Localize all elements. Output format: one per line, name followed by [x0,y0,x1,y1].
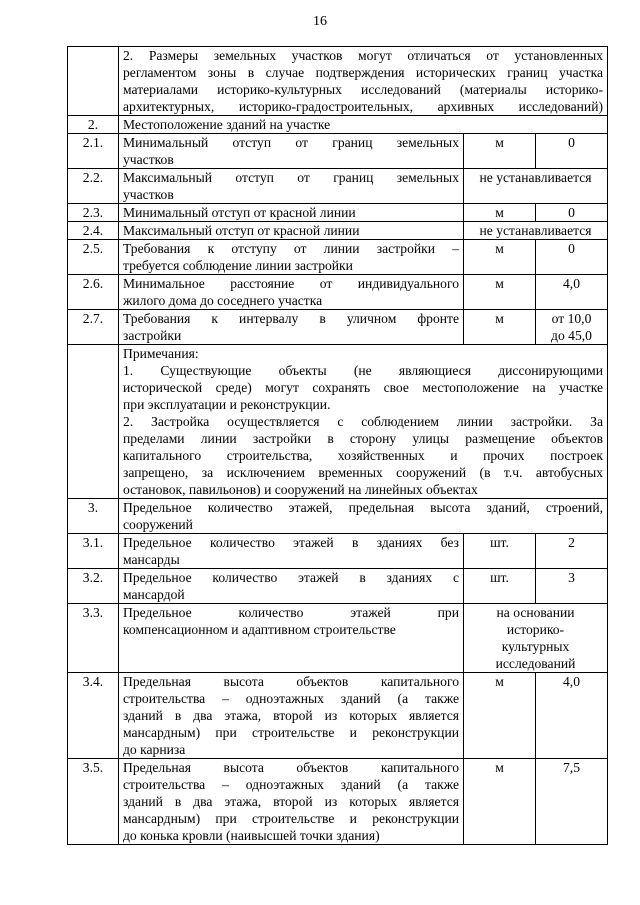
description-line: зданий в два этажа, второй из которых является [123,794,459,809]
section-title-line: Предельное количество этажей, предельная высота зданий, строений, [123,500,604,515]
table-row [68,534,608,569]
description-line: Предельная высота объектов капитального [123,674,459,689]
row-value: не устанавливается [464,222,608,240]
row-description [119,604,464,673]
row-value: 2 [536,534,608,569]
row-description: Минимальный отступ от красной линии [119,204,464,222]
table-row [68,169,608,204]
row-description [119,759,464,845]
table-row [68,673,608,759]
row-value: 0 [536,240,608,275]
description-line: мансардой [123,587,185,602]
description-line: застройки [123,328,182,343]
table-row [68,604,608,673]
row-unit: м [464,310,536,345]
description-line: участков [123,152,174,167]
row-description [119,534,464,569]
table-row [68,569,608,604]
row-number-cell [68,47,119,116]
description-line: до конька кровли (наивысшей точки здания) [123,828,380,843]
row-value: 4,0 [536,275,608,310]
notes-cell [119,345,608,499]
note-cell [119,47,608,116]
note-line: запрещено, за исключением временных сооружений (в т.ч. автобусных [123,465,604,480]
section-title: Местоположение зданий на участке [119,116,608,134]
description-line: Предельная высота объектов капитального [123,760,459,775]
row-value: 0 [536,134,608,169]
row-value: 0 [536,204,608,222]
note-line: исторической среде) могут сохранять свое местоположение на участке [123,380,604,395]
value-line: до 45,0 [551,328,592,343]
row-number: 2.4. [68,222,119,240]
row-description [119,169,464,204]
row-description [119,275,464,310]
description-line: Максимальный отступ от границ земельных [123,170,459,185]
description-line: строительства – одноэтажных зданий (а также [123,691,459,706]
description-line: требуется соблюдение линии застройки [123,258,353,273]
note-line: 2. Размеры земельных участков могут отличаться от установленных [123,48,604,63]
description-line: компенсационном и адаптивном строительстве [123,622,396,637]
description-line: Требования к интервалу в уличном фронте [123,311,459,326]
row-unit: м [464,673,536,759]
row-value: 3 [536,569,608,604]
value-line: исследований [495,656,576,671]
row-number: 2.3. [68,204,119,222]
table-row [68,310,608,345]
description-line: Предельное количество этажей в зданиях с [123,570,459,585]
row-value [464,604,608,673]
note-line: архитектурных, историко-градостроительных, архивных исследований) [123,99,604,114]
row-number: 3.5. [68,759,119,845]
row-description [119,240,464,275]
row-unit: м [464,275,536,310]
value-line: историко- [506,622,565,637]
row-description [119,569,464,604]
value-line: от 10,0 [551,311,592,326]
row-description [119,673,464,759]
row-unit: шт. [464,534,536,569]
description-line: мансарды [123,552,180,567]
table-row [68,240,608,275]
note-line: капитального строительства, хозяйственных и прочих построек [123,448,604,463]
description-line: до карниза [123,742,186,757]
description-line: Предельное количество этажей в зданиях без [123,535,459,550]
note-line: при эксплуатации и реконструкции. [123,397,331,412]
row-unit: шт. [464,569,536,604]
section-number: 3. [68,499,119,534]
description-line: зданий в два этажа, второй из которых является [123,708,459,723]
description-line: строительства – одноэтажных зданий (а также [123,777,459,792]
table-row [68,759,608,845]
note-line: материалами историко-культурных исследований (материалы историко- [123,82,604,97]
value-line: на основании [496,605,575,620]
description-line: Минимальный отступ от границ земельных [123,135,459,150]
row-description [119,134,464,169]
row-number: 2.1. [68,134,119,169]
note-line: 1. Существующие объекты (не являющиеся диссонирующими [123,363,604,378]
note-line: 2. Застройка осуществляется с соблюдением линии застройки. За [123,414,604,429]
section-title-line: сооружений [123,517,193,532]
row-number: 2.2. [68,169,119,204]
note-line: регламентом зоны в случае подтверждения исторических границ участка [123,65,604,80]
notes-heading: Примечания: [123,346,199,361]
description-line: участков [123,187,174,202]
row-number: 3.2. [68,569,119,604]
row-number: 2.7. [68,310,119,345]
page-number: 16 [313,14,327,29]
regulations-table [67,46,608,845]
row-number: 3.4. [68,673,119,759]
row-number-cell [68,345,119,499]
row-number: 2.6. [68,275,119,310]
value-line: культурных [501,639,570,654]
section-header-row [68,116,608,134]
row-unit: м [464,240,536,275]
section-title [119,499,608,534]
description-line: мансардным) при строительстве и реконструкции [123,725,459,740]
row-value [536,310,608,345]
description-line: жилого дома до соседнего участка [123,293,323,308]
description-line: Минимальное расстояние от индивидуального [123,276,459,291]
row-description [119,310,464,345]
description-line: мансардным) при строительстве и реконструкции [123,811,459,826]
row-unit: м [464,759,536,845]
table-row [68,275,608,310]
row-number: 3.1. [68,534,119,569]
notes-row [68,345,608,499]
row-number: 3.3. [68,604,119,673]
note-line: остановок, павильонов) и сооружений на линейных объектах [123,482,478,497]
description-line: Требования к отступу от линии застройки – [123,241,459,256]
table-row [68,47,608,116]
table-row [68,204,608,222]
section-number: 2. [68,116,119,134]
row-description: Максимальный отступ от красной линии [119,222,464,240]
section-header-row [68,499,608,534]
note-line: пределами линии застройки в сторону улицы размещение объектов [123,431,604,446]
table-row [68,134,608,169]
table-row [68,222,608,240]
row-unit: м [464,134,536,169]
row-unit: м [464,204,536,222]
row-value: 7,5 [536,759,608,845]
row-value: 4,0 [536,673,608,759]
row-value: не устанавливается [464,169,608,204]
row-number: 2.5. [68,240,119,275]
description-line: Предельное количество этажей при [123,605,459,620]
